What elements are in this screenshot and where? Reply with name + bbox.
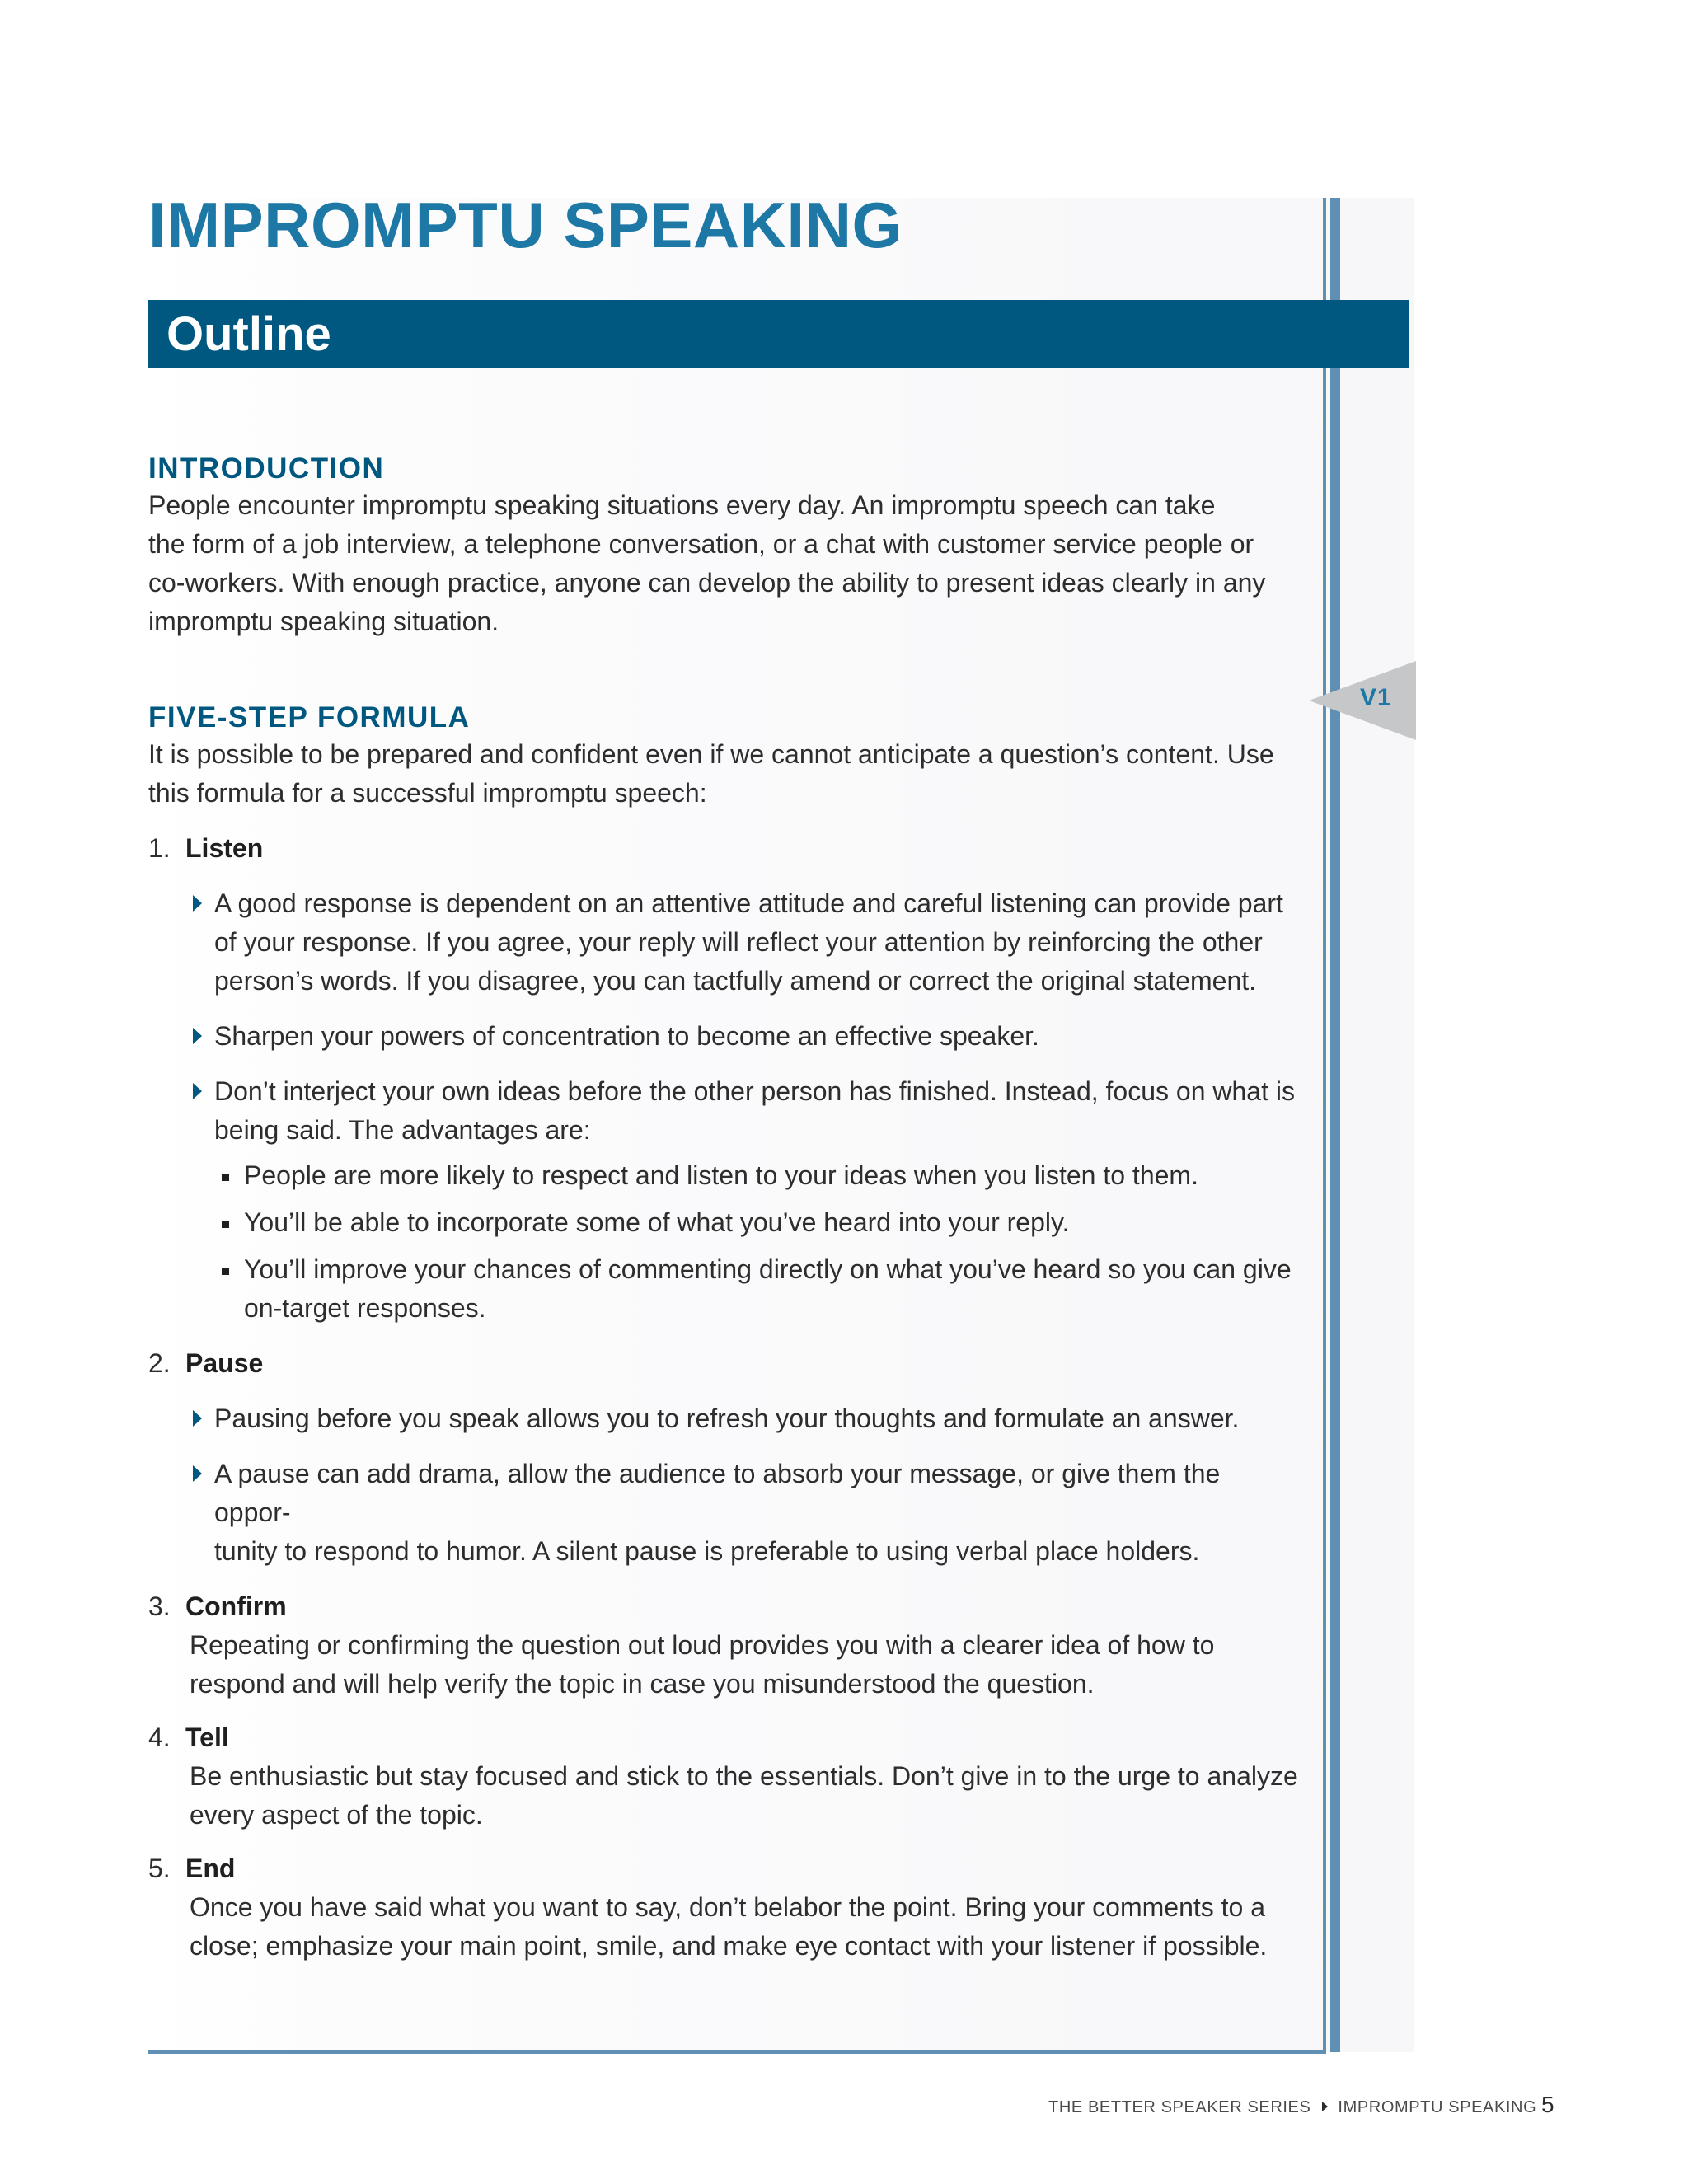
sub-bullet-text [244, 1250, 1302, 1328]
formula-heading: FIVE-STEP FORMULA [148, 701, 471, 733]
text-line: tunity to respond to humor. A silent pause is preferable to using verbal place holders. [214, 1536, 1200, 1566]
text-line: close; emphasize your main point, smile, and make eye contact with your listener if possible. [190, 1931, 1268, 1961]
bullet-item [148, 884, 1302, 1001]
step-number: 3. [148, 1591, 171, 1621]
step-body [190, 1757, 1302, 1835]
bullet-list [148, 1399, 1302, 1571]
bottom-rule [148, 2050, 1326, 2054]
footer-section: IMPROMPTU SPEAKING [1338, 2098, 1537, 2116]
text-line: on-target responses. [244, 1293, 486, 1323]
square-bullet-icon [222, 1268, 229, 1275]
outline-label: Outline [166, 307, 331, 361]
step-heading [148, 1718, 1302, 1757]
formula-paragraph [148, 735, 1302, 813]
text-line: Repeating or confirming the question out loud provides you with a clearer idea of how to [190, 1630, 1215, 1660]
step-heading [148, 1849, 1302, 1888]
step-number: 5. [148, 1854, 171, 1883]
step-title: Confirm [185, 1591, 287, 1621]
sub-bullet-item [214, 1250, 1302, 1328]
bullet-arrow-icon [193, 1465, 202, 1482]
content [148, 445, 1302, 1980]
sub-bullet-item [214, 1156, 1302, 1195]
sub-bullet-text [244, 1203, 1302, 1242]
text-line: Sharpen your powers of concentration to become an effective speaker. [214, 1021, 1039, 1051]
step-title: Tell [185, 1722, 229, 1752]
bullet-text [214, 1455, 1302, 1571]
bullet-list [148, 884, 1302, 1328]
step-item [148, 1587, 1302, 1704]
text-line: co-workers. With enough practice, anyone can develop the ability to present ideas clearly in any [148, 568, 1266, 598]
bullet-arrow-icon [193, 1028, 202, 1044]
page-number: 5 [1541, 2092, 1554, 2117]
footer-running-head [1048, 2098, 1536, 2117]
step-heading [148, 1344, 1302, 1383]
text-line: Once you have said what you want to say, don’t belabor the point. Bring your comments to a [190, 1892, 1266, 1922]
page-title: IMPROMPTU SPEAKING [148, 189, 903, 261]
text-line: A pause can add drama, allow the audience to absorb your message, or give them the oppor- [214, 1459, 1221, 1527]
text-line: being said. The advantages are: [214, 1115, 591, 1145]
bullet-arrow-icon [193, 1083, 202, 1099]
step-number: 2. [148, 1348, 171, 1378]
bullet-text [214, 1399, 1302, 1438]
text-line: A good response is dependent on an attentive attitude and careful listening can provide part [214, 888, 1283, 918]
bullet-arrow-icon [193, 1410, 202, 1427]
outline-banner [148, 300, 1409, 368]
square-bullet-icon [222, 1174, 229, 1181]
bullet-item [148, 1072, 1302, 1328]
text-line: the form of a job interview, a telephone conversation, or a chat with customer service people or [148, 529, 1254, 559]
step-body [190, 1626, 1302, 1704]
vertical-rule-thin [1323, 198, 1326, 2052]
text-line: Pausing before you speak allows you to refresh your thoughts and formulate an answer. [214, 1404, 1240, 1433]
bullet-text [214, 1017, 1302, 1056]
text-line: of your response. If you agree, your reply will reflect your attention by reinforcing the other [214, 927, 1263, 957]
step-item [148, 1344, 1302, 1571]
sub-bullet-item [214, 1203, 1302, 1242]
introduction-paragraph [148, 486, 1302, 641]
step-title: Pause [185, 1348, 264, 1378]
introduction-heading: INTRODUCTION [148, 452, 385, 485]
text-line: It is possible to be prepared and confident even if we cannot anticipate a question’s content. Use [148, 739, 1274, 769]
steps-list [148, 829, 1302, 1966]
sub-bullet-text [244, 1156, 1302, 1195]
bullet-arrow-icon [193, 895, 202, 912]
bullet-item [148, 1017, 1302, 1056]
bullet-item [148, 1455, 1302, 1571]
bullet-text [214, 1072, 1302, 1150]
text-line: Be enthusiastic but stay focused and stick to the essentials. Don’t give in to the urge to analyze [190, 1761, 1298, 1791]
text-line: impromptu speaking situation. [148, 607, 499, 636]
bullet-text [214, 884, 1302, 1001]
text-line: Don’t interject your own ideas before the other person has finished. Instead, focus on what is [214, 1076, 1295, 1106]
step-number: 4. [148, 1722, 171, 1752]
text-line: person’s words. If you disagree, you can tactfully amend or correct the original statement. [214, 966, 1257, 996]
vertical-rule-thick [1330, 198, 1340, 2052]
text-line: this formula for a successful impromptu speech: [148, 778, 707, 808]
bullet-item [148, 1399, 1302, 1438]
text-line: People encounter impromptu speaking situations every day. An impromptu speech can take [148, 490, 1216, 520]
text-line: respond and will help verify the topic in case you misunderstood the question. [190, 1669, 1095, 1699]
sub-bullet-list [214, 1156, 1302, 1328]
step-number: 1. [148, 833, 171, 863]
text-line: You’ll be able to incorporate some of what you’ve heard into your reply. [244, 1207, 1070, 1237]
step-item [148, 829, 1302, 1328]
step-body [190, 1888, 1302, 1966]
square-bullet-icon [222, 1221, 229, 1228]
side-tab-label: V1 [1360, 684, 1392, 711]
text-line: People are more likely to respect and listen to your ideas when you listen to them. [244, 1160, 1198, 1190]
step-item [148, 1718, 1302, 1835]
step-heading [148, 1587, 1302, 1626]
step-title: Listen [185, 833, 264, 863]
footer-arrow-icon [1322, 2102, 1328, 2111]
footer-series: THE BETTER SPEAKER SERIES [1048, 2098, 1311, 2116]
text-line: You’ll improve your chances of commenting directly on what you’ve heard so you can give [244, 1254, 1292, 1284]
text-line: every aspect of the topic. [190, 1800, 483, 1830]
step-item [148, 1849, 1302, 1966]
step-heading [148, 829, 1302, 868]
step-title: End [185, 1854, 236, 1883]
